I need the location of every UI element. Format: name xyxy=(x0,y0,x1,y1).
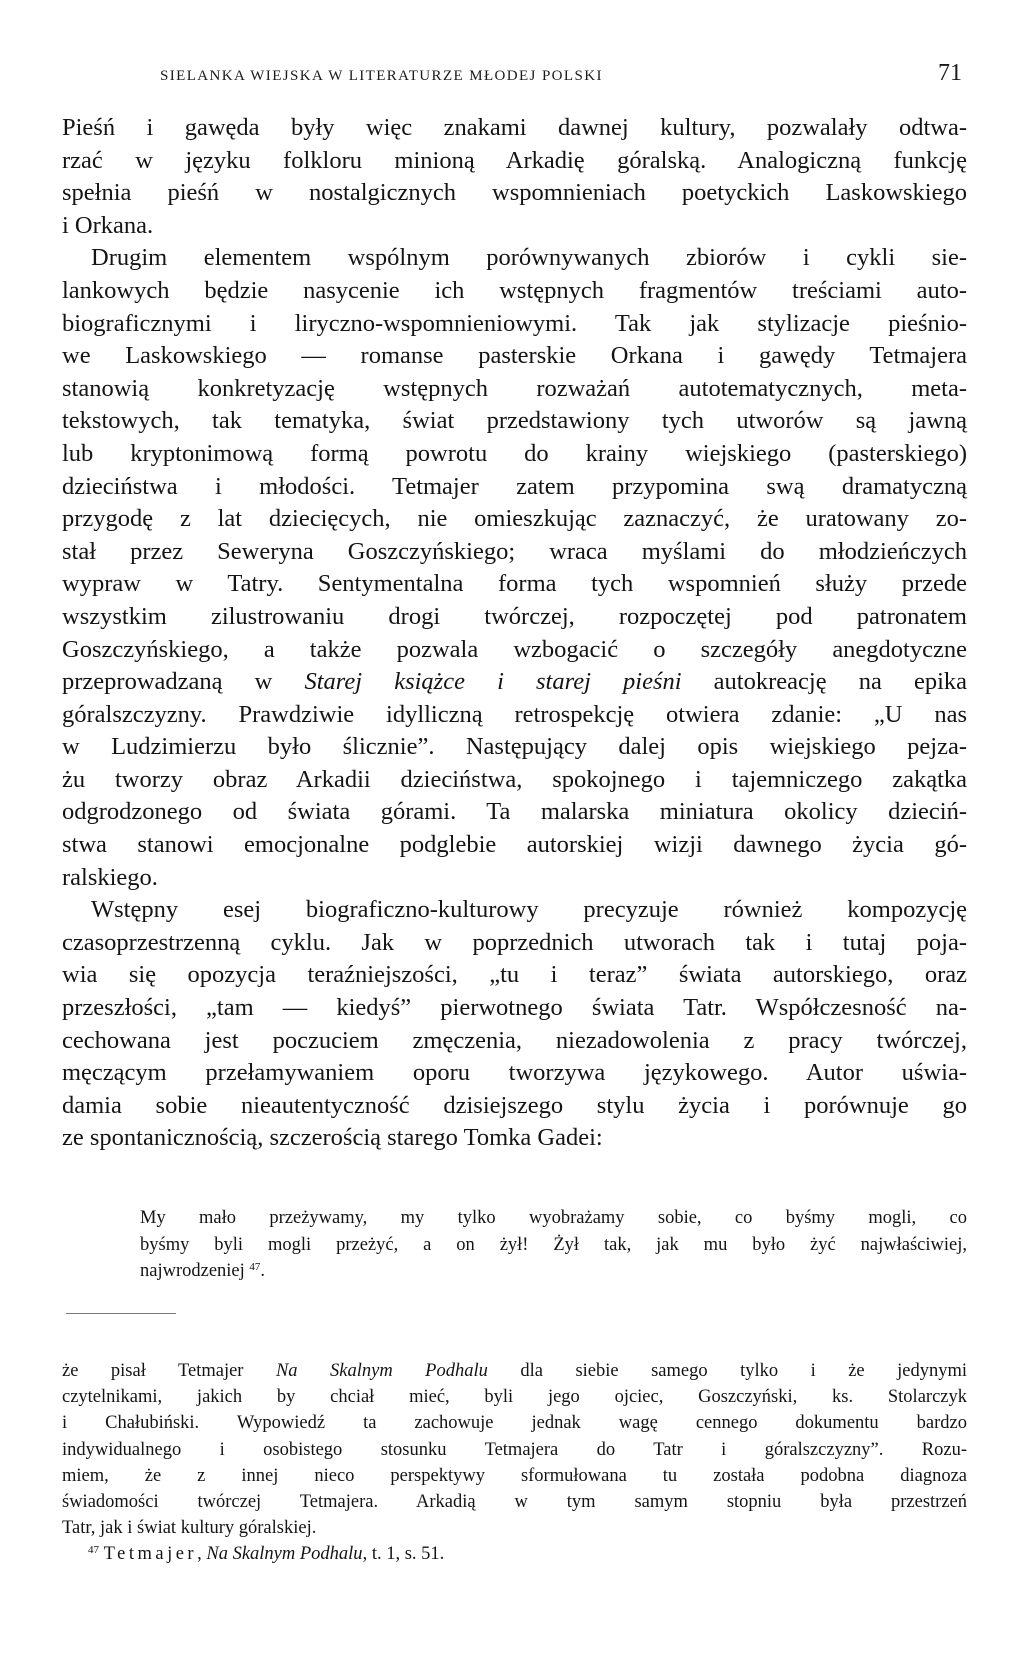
paragraph-line: dzieciństwa i młodości. Tetmajer zatem przypomina swą dramatyczną xyxy=(62,472,967,500)
paragraph-line: tekstowych, tak tematyka, świat przedstawiony tych utworów są jawną xyxy=(62,407,967,435)
quote-line xyxy=(140,1258,967,1285)
paragraph-line: czasoprzestrzenną cyklu. Jak w poprzednich utworach tak i tutaj poja- xyxy=(62,928,967,956)
paragraph-line: Wstępny esej biograficzno-kulturowy precyzuje również kompozycję xyxy=(91,896,967,924)
paragraph-line: Drugim elementem wspólnym porównywanych zbiorów i cykli sie- xyxy=(91,244,967,272)
paragraph-line: stanowią konkretyzację wstępnych rozważań autotematycznych, meta- xyxy=(62,374,967,402)
paragraph-line: stał przez Seweryna Goszczyńskiego; wraca myślami do młodzieńczych xyxy=(62,537,967,565)
quote-line: My mało przeżywamy, my tylko wyobrażamy sobie, co byśmy mogli, co xyxy=(140,1208,967,1228)
paragraph-line: ze spontanicznością, szczerością starego Tomka Gadei: xyxy=(62,1124,603,1152)
book-title-italic: Starej książce i starej pieśni xyxy=(304,668,682,696)
paragraph-line: męczącym przełamywaniem oporu tworzywa językowego. Autor uświa- xyxy=(62,1059,967,1087)
paragraph-line: Pieśń i gawęda były więc znakami dawnej kultury, pozwalały odtwa- xyxy=(62,114,967,141)
paragraph-line: odgrodzonego od świata górami. Ta malarska miniatura okolicy dzieciń- xyxy=(62,798,967,826)
paragraph-line: ralskiego. xyxy=(62,863,158,891)
paragraph-line: cechowana jest poczuciem zmęczenia, niezadowolenia z pracy twórczej, xyxy=(62,1026,967,1054)
line-text: , t. 1, s. 51. xyxy=(362,1544,445,1565)
page-number: 71 xyxy=(938,60,962,86)
book-title-italic: Na Skalnym Podhalu xyxy=(206,1544,363,1565)
paragraph-line: damia sobie nieautentyczność dzisiejszego stylu życia i porównuje go xyxy=(62,1091,967,1119)
line-text: dla siebie samego tylko i że jedynymi xyxy=(487,1361,967,1381)
block-quote xyxy=(140,1205,967,1285)
footnote-line: i Chałubiński. Wypowiedź ta zachowuje jednak wagę cennego dokumentu bardzo xyxy=(62,1413,967,1434)
paragraph-line: lankowych będzie nasycenie ich wstępnych fragmentów treściami auto- xyxy=(62,276,967,304)
paragraph-line: żu tworzy obraz Arkadii dzieciństwa, spokojnego i tajemniczego zakątka xyxy=(62,765,967,793)
main-text xyxy=(62,112,967,1155)
paragraph-line: we Laskowskiego — romanse pasterskie Orkana i gawędy Tetmajera xyxy=(62,342,967,370)
line-text: że pisał Tetmajer xyxy=(62,1361,276,1381)
paragraph-line: góralszczyzny. Prawdziwie idylliczną retrospekcję otwiera zdanie: „U nas xyxy=(62,700,967,728)
running-title: SIELANKA WIEJSKA W LITERATURZE MŁODEJ POLSKI xyxy=(160,68,603,84)
line-text: , xyxy=(197,1544,207,1565)
paragraph-line: lub kryptonimową formą powrotu do krainy wiejskiego (pasterskiego) xyxy=(62,439,967,467)
footnote-line: czytelnikami, jakich by chciał mieć, byli jego ojciec, Goszczyński, ks. Stolarczyk xyxy=(62,1387,967,1408)
footnote-line: indywidualnego i osobistego stosunku Tetmajera do Tatr i góralszczyzny”. Rozu- xyxy=(62,1439,967,1460)
footnote-line: świadomości twórczej Tetmajera. Arkadią w tym samym stopniu była przestrzeń xyxy=(62,1491,967,1512)
paragraph-line: biograficznymi i liryczno-wspomnieniowymi. Tak jak stylizacje pieśnio- xyxy=(62,309,967,337)
footnote-number: 47 xyxy=(88,1544,99,1557)
footnote-line xyxy=(62,1358,967,1384)
footnote-separator xyxy=(66,1313,176,1314)
paragraph-line: Goszczyńskiego, a także pozwala wzbogacić o szczegóły anegdotyczne xyxy=(62,635,967,663)
line-text: przeprowadzaną w xyxy=(62,668,305,696)
footnote-author: Tetmajer xyxy=(103,1544,198,1565)
paragraph-line: wia się opozycja teraźniejszości, „tu i teraz” świata autorskiego, oraz xyxy=(62,961,967,989)
line-text: najwrodzeniej xyxy=(140,1261,245,1281)
paragraph-line: wszystkim zilustrowaniu drogi twórczej, rozpoczętej pod patronatem xyxy=(62,602,967,630)
paragraph-line: rzać w języku folkloru minioną Arkadię góralską. Analogiczną funkcję xyxy=(62,146,967,174)
footnote-line: miem, że z innej nieco perspektywy sformułowana tu została podobna diagnoza xyxy=(62,1465,967,1486)
paragraph-line: spełnia pieśń w nostalgicznych wspomnieniach poetyckich Laskowskiego xyxy=(62,179,967,207)
paragraph-line: wypraw w Tatry. Sentymentalna forma tych wspomnień służy przede xyxy=(62,570,967,598)
paragraph-line: w Ludzimierzu było ślicznie”. Następujący dalej opis wiejskiego pejza- xyxy=(62,733,967,761)
footnote-line: Tatr, jak i świat kultury góralskiej. xyxy=(62,1518,317,1539)
line-text: . xyxy=(260,1261,266,1281)
book-title-italic: Na Skalnym Podhalu xyxy=(275,1361,488,1381)
paragraph-line: stwa stanowi emocjonalne podglebie autorskiej wizji dawnego życia gó- xyxy=(62,831,967,859)
paragraph-line xyxy=(62,666,967,699)
footnotes xyxy=(62,1358,967,1568)
paragraph-line: i Orkana. xyxy=(62,211,154,239)
quote-line: byśmy byli mogli przeżyć, a on żył! Żył tak, jak mu było żyć najwłaściwiej, xyxy=(140,1234,967,1255)
paragraph-line: przygodę z lat dziecięcych, nie omieszkując zaznaczyć, że uratowany zo- xyxy=(62,505,967,533)
footnote-ref: 47 xyxy=(249,1261,261,1273)
line-text: autokreację na epika xyxy=(681,668,967,696)
footnote-47 xyxy=(62,1541,967,1567)
paragraph-line: przeszłości, „tam — kiedyś” pierwotnego świata Tatr. Współczesność na- xyxy=(62,994,967,1022)
